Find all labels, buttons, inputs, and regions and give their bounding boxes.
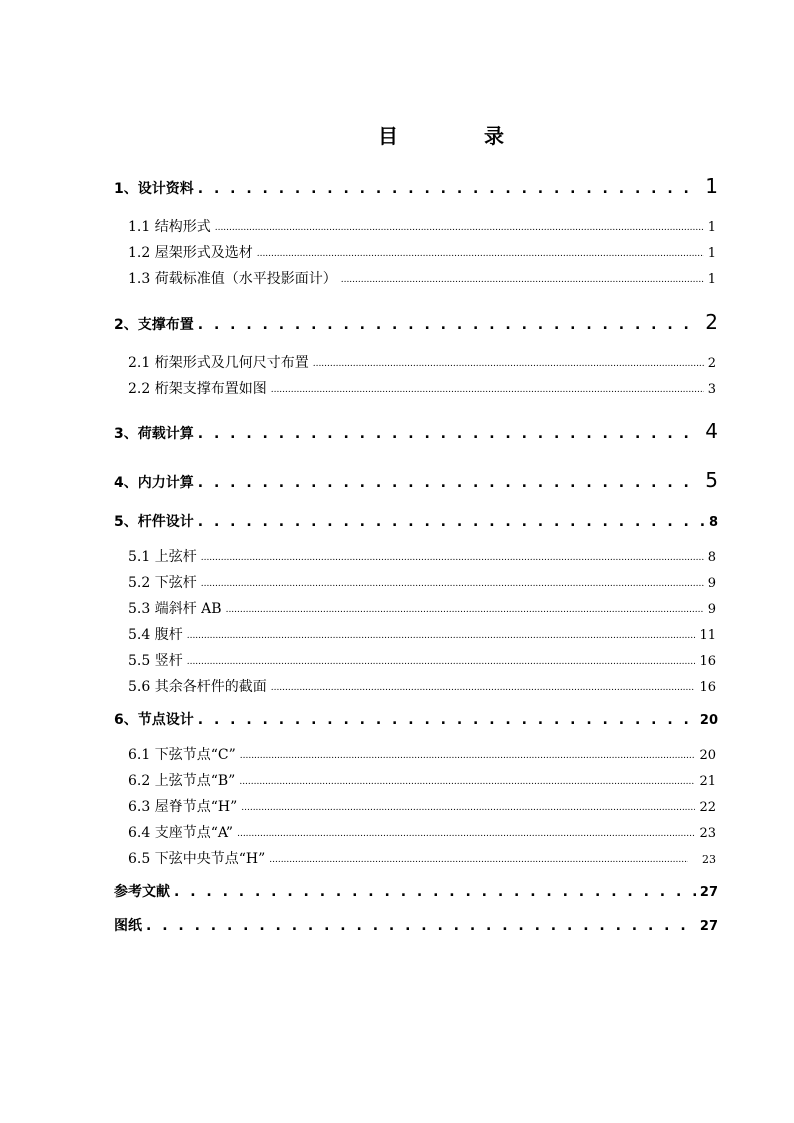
toc-entry-drawings[interactable]	[114, 915, 718, 935]
toc-leader	[201, 553, 704, 563]
toc-entry-page: 1	[705, 174, 718, 198]
toc-leader	[198, 426, 702, 442]
toc-leader	[198, 514, 705, 530]
toc-leader	[226, 605, 704, 615]
toc-entry-label: 5.5 竖杆	[128, 653, 183, 669]
toc-entry-2-1[interactable]	[128, 352, 716, 372]
toc-entry-label: 2.2 桁架支撑布置如图	[128, 381, 267, 397]
toc-leader	[198, 475, 702, 491]
toc-entry-5-1[interactable]	[128, 546, 716, 566]
toc-entry-page: 9	[707, 576, 716, 591]
toc-entry-2[interactable]	[114, 310, 718, 334]
toc-entry-page: 3	[707, 382, 716, 397]
toc-entry-label: 5.1 上弦杆	[128, 549, 197, 565]
toc-entry-label: 6.5 下弦中央节点“H”	[128, 851, 266, 867]
toc-entry-label: 3、荷载计算	[114, 426, 194, 442]
toc-entry-6-5[interactable]	[128, 848, 716, 868]
toc-leader	[313, 359, 704, 369]
toc-entry-page: 20	[699, 713, 718, 728]
toc-entry-page: 8	[707, 550, 716, 565]
toc-leader	[187, 657, 696, 667]
toc-entry-3[interactable]	[114, 419, 718, 443]
title-char-1: 目	[378, 124, 398, 148]
title-char-2: 录	[484, 124, 504, 148]
toc-leader	[187, 631, 696, 641]
toc-entry-page: 23	[699, 826, 716, 841]
toc-entry-page: 2	[705, 310, 718, 334]
toc-entry-6-3[interactable]	[128, 796, 716, 816]
toc-entry-label: 5.4 腹杆	[128, 627, 183, 643]
toc-entry-page: 1	[707, 272, 716, 287]
toc-entry-label: 6.4 支座节点“A”	[128, 825, 234, 841]
toc-entry-label: 1.2 屋架形式及选材	[128, 245, 253, 261]
toc-entry-label: 6.2 上弦节点“B”	[128, 773, 236, 789]
toc-entry-5-2[interactable]	[128, 572, 716, 592]
toc-entry-label: 5.6 其余各杆件的截面	[128, 679, 267, 695]
toc-entry-5[interactable]	[114, 511, 718, 531]
toc-entry-label: 4、内力计算	[114, 475, 194, 491]
toc-leader	[198, 181, 702, 197]
toc-entry-page: 2	[707, 356, 716, 371]
toc-entry-page: 22	[699, 800, 716, 815]
toc-leader	[215, 223, 704, 233]
toc-entry-page: 27	[699, 919, 718, 934]
toc-leader	[201, 579, 704, 589]
toc-entry-1-3[interactable]	[128, 268, 716, 288]
toc-leader	[239, 777, 695, 787]
toc-entry-4[interactable]	[114, 468, 718, 492]
toc-entry-label: 2.1 桁架形式及几何尺寸布置	[128, 355, 309, 371]
toc-entry-page: 23	[702, 853, 716, 866]
toc-entry-label: 5.2 下弦杆	[128, 575, 197, 591]
toc-entry-5-4[interactable]	[128, 624, 716, 644]
toc-entry-page: 27	[699, 885, 718, 900]
toc-entry-label: 1、设计资料	[114, 181, 194, 197]
toc-entry-5-3[interactable]	[128, 598, 716, 618]
toc-entry-6[interactable]	[114, 709, 718, 729]
toc-leader	[271, 385, 704, 395]
toc-entry-page: 4	[705, 419, 718, 443]
toc-entry-references[interactable]	[114, 881, 718, 901]
toc-entry-label: 1.1 结构形式	[128, 219, 211, 235]
toc-entry-label: 6.3 屋脊节点“H”	[128, 799, 238, 815]
toc-entry-label: 图纸	[114, 918, 142, 934]
toc-leader	[241, 803, 695, 813]
toc-entry-1[interactable]	[114, 174, 718, 198]
toc-leader	[257, 249, 704, 259]
toc-entry-page: 9	[707, 602, 716, 617]
toc-leader	[341, 275, 704, 285]
toc-entry-label: 6、节点设计	[114, 712, 194, 728]
toc-entry-label: 2、支撑布置	[114, 317, 194, 333]
toc-entry-page: 5	[705, 468, 718, 492]
toc-entry-label: 5、杆件设计	[114, 514, 194, 530]
toc-leader	[198, 317, 702, 333]
toc-entry-6-4[interactable]	[128, 822, 716, 842]
toc-leader	[146, 918, 696, 934]
toc-leader	[237, 829, 695, 839]
toc-entry-6-1[interactable]	[128, 744, 716, 764]
toc-entry-label: 6.1 下弦节点“C”	[128, 747, 236, 763]
toc-leader	[271, 683, 696, 693]
toc-entry-page: 1	[707, 220, 716, 235]
toc-entry-page: 11	[699, 628, 716, 643]
toc-leader	[174, 884, 696, 900]
toc-entry-1-2[interactable]	[128, 242, 716, 262]
toc-entry-label: 参考文献	[114, 884, 170, 900]
toc-entry-1-1[interactable]	[128, 216, 716, 236]
toc-entry-5-5[interactable]	[128, 650, 716, 670]
toc-entry-label: 1.3 荷载标准值（水平投影面计）	[128, 271, 337, 287]
toc-leader	[240, 751, 696, 761]
toc-leader	[198, 712, 696, 728]
toc-entry-page: 21	[699, 774, 716, 789]
toc-entry-page: 1	[707, 246, 716, 261]
toc-entry-6-2[interactable]	[128, 770, 716, 790]
toc-entry-page: 16	[699, 680, 716, 695]
toc-entry-page: 8	[708, 515, 718, 530]
toc-entry-label: 5.3 端斜杆 AB	[128, 601, 222, 617]
toc-entry-2-2[interactable]	[128, 378, 716, 398]
toc-entry-page: 16	[699, 654, 716, 669]
toc-entry-page: 20	[699, 748, 716, 763]
toc-leader	[269, 855, 688, 865]
toc-entry-5-6[interactable]	[128, 676, 716, 696]
